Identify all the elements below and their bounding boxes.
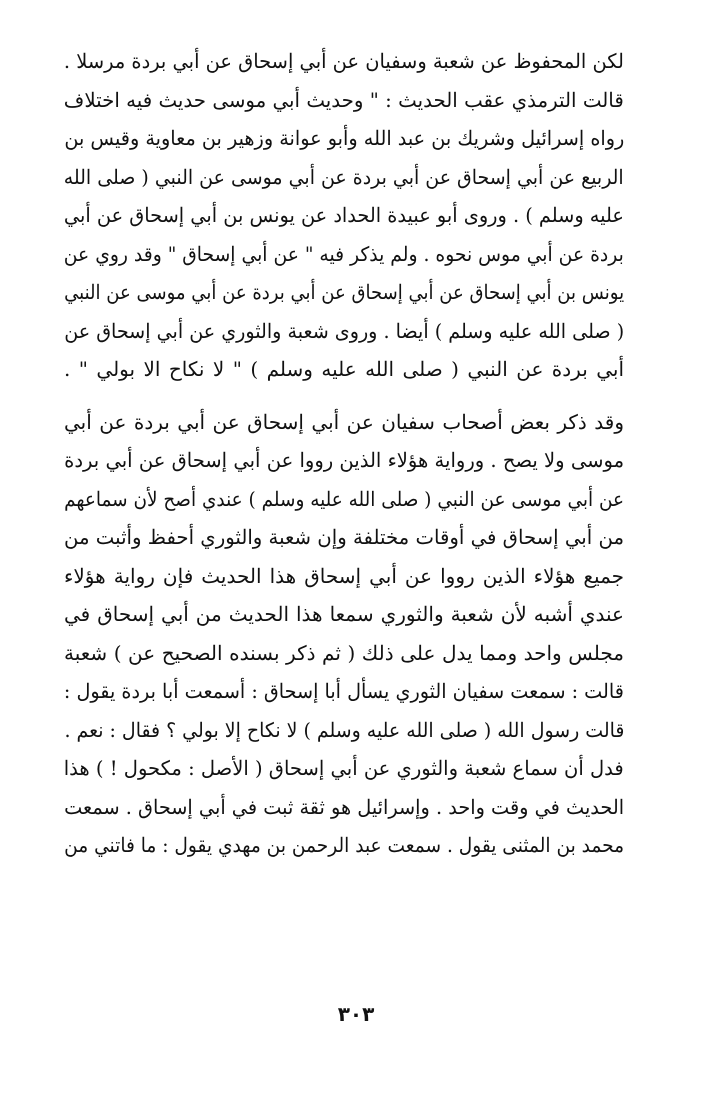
text-line: فدل أن سماع شعبة والثوري عن أبي إسحاق ( الأصل : مكحول ! ) هذا <box>64 756 624 780</box>
paragraph-2 <box>64 403 624 865</box>
text-line: عليه وسلم ) . وروى أبو عبيدة الحداد عن يونس بن أبي إسحاق عن أبي <box>64 203 624 227</box>
paragraph-1 <box>64 42 624 389</box>
text-line: عن أبي موسى عن النبي ( صلى الله عليه وسلم ) عندي أصح لأن سماعهم <box>64 486 624 511</box>
text-line: ( صلى الله عليه وسلم ) أيضا . وروى شعبة والثوري عن أبي إسحاق عن <box>64 318 624 343</box>
text-line: موسى ولا يصح . ورواية هؤلاء الذين رووا عن أبي إسحاق عن أبي بردة <box>64 448 624 472</box>
text-line: قالت الترمذي عقب الحديث : " وحديث أبي موسى حديث فيه اختلاف <box>64 87 624 112</box>
text-line: محمد بن المثنى يقول . سمعت عبد الرحمن بن مهدي يقول : ما فاتني من <box>64 833 624 857</box>
text-line: رواه إسرائيل وشريك بن عبد الله وأبو عوانة وزهير بن معاوية وقيس بن <box>64 126 624 150</box>
text-line: وقد ذكر بعض أصحاب سفيان عن أبي إسحاق عن أبي بردة عن أبي <box>64 409 624 434</box>
text-line: عندي أشبه لأن شعبة والثوري سمعا هذا الحديث من أبي إسحاق في <box>64 602 624 626</box>
text-line: الحديث في وقت واحد . وإسرائيل هو ثقة ثبت في أبي إسحاق . سمعت <box>64 794 624 819</box>
page-number: ٣٠٣ <box>337 1002 375 1026</box>
text-line: الربيع عن أبي إسحاق عن أبي بردة عن أبي موسى عن النبي ( صلى الله <box>64 164 624 189</box>
text-line: لكن المحفوظ عن شعبة وسفيان عن أبي إسحاق عن أبي بردة مرسلا . <box>64 49 624 73</box>
text-line: أبي بردة عن النبي ( صلى الله عليه وسلم ) " لا نكاح الا بولي " . <box>64 357 624 381</box>
text-line: بردة عن أبي موس نحوه . ولم يذكر فيه " عن أبي إسحاق " وقد روي عن <box>64 241 624 266</box>
text-line: قالت رسول الله ( صلى الله عليه وسلم ) لا نكاح إلا بولي ؟ فقال : نعم . <box>64 717 624 742</box>
text-line: يونس بن أبي إسحاق عن أبي إسحاق عن أبي بردة عن أبي موسى عن النبي <box>64 280 624 304</box>
paragraph-gap <box>64 389 624 403</box>
text-line: مجلس واحد ومما يدل على ذلك ( ثم ذكر بسنده الصحيح عن ) شعبة <box>64 640 624 665</box>
text-line: جميع هؤلاء الذين رووا عن أبي إسحاق هذا الحديث فإن رواية هؤلاء <box>64 563 624 588</box>
body-text <box>64 42 624 865</box>
text-line: قالت : سمعت سفيان الثوري يسأل أبا إسحاق : أسمعت أبا بردة يقول : <box>64 679 624 703</box>
text-line: من أبي إسحاق في أوقات مختلفة وإن شعبة والثوري أحفظ وأثبت من <box>64 525 624 549</box>
